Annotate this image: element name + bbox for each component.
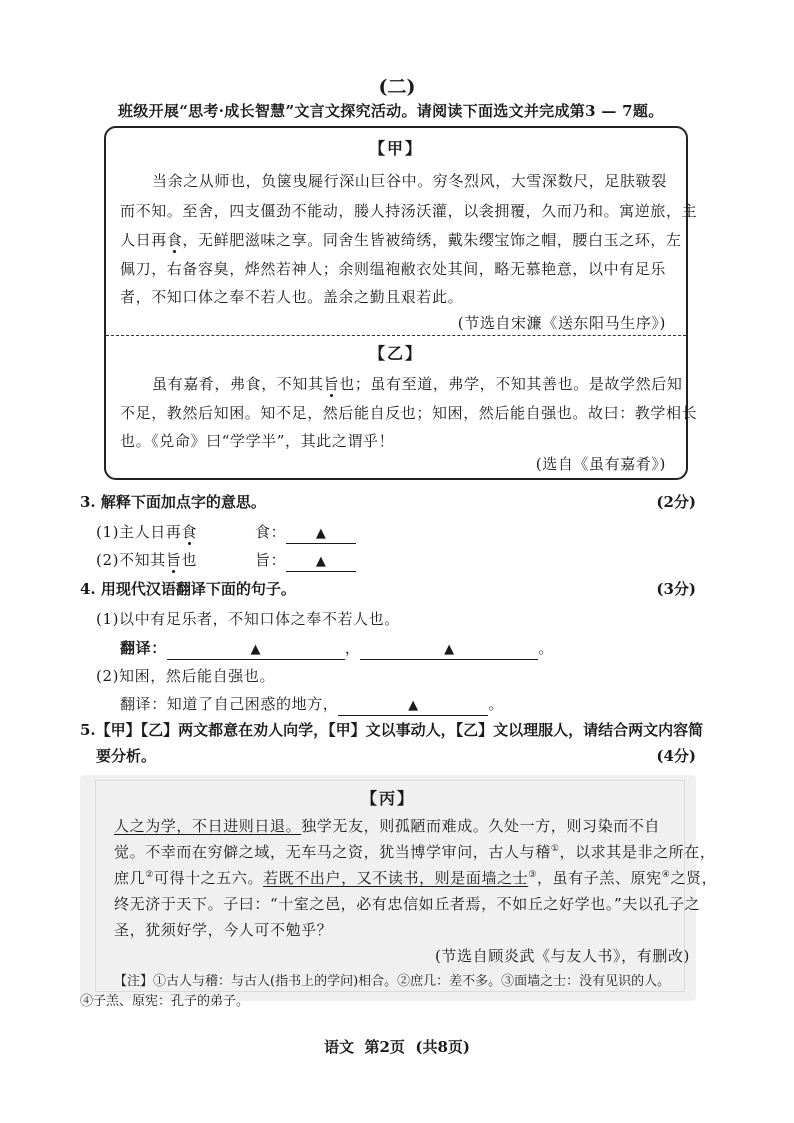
passage-divider bbox=[106, 335, 686, 336]
passage-bing-line-1-underlined: 人之为学，不日进则日退。 bbox=[114, 817, 302, 835]
passage-bing-line-3-underlined: 若既不出户，又不读书，则是面墙之士 bbox=[263, 869, 529, 887]
q4-item-2-period: 。 bbox=[488, 695, 505, 713]
passage-bing-line-3-b: 可得十之五六。 bbox=[153, 869, 264, 887]
passage-bing-line-2-b: ，以求其是非之所在， bbox=[559, 843, 716, 861]
passage-bing-label: 【丙】 bbox=[360, 789, 415, 808]
passage-yi-line-1-b: 也；虽有至道，弗学，不知其善也。是故学然后知 bbox=[339, 375, 683, 393]
passage-yi-line-1-a: 虽有嘉肴，弗食，不知其 bbox=[152, 375, 324, 393]
q3-item-2-blank[interactable]: ▲ bbox=[286, 554, 356, 572]
q4-points: (3分) bbox=[656, 580, 696, 598]
passage-jia-line-4: 佩刀，右备容臭，烨然若神人；余则缊袍敝衣处其间，略无慕艳意，以中有足乐 bbox=[120, 260, 667, 278]
passage-bing-line-2 bbox=[114, 841, 716, 862]
q3-item-2-suffix: 也 bbox=[181, 551, 198, 569]
q4-item-2-blank[interactable]: ▲ bbox=[338, 698, 488, 716]
passage-bing-line-3 bbox=[114, 867, 717, 888]
passage-bing-line-3-d: 之贤， bbox=[670, 869, 718, 887]
q4-item-2-answer-row bbox=[120, 693, 504, 716]
passage-yi-line-2: 不足，教然后知困。知不足，然后能自反也；知困，然后能自强也。故曰：教学相长 bbox=[120, 404, 698, 422]
q3-item-2-answer-row bbox=[255, 549, 356, 572]
q3-item-1-blank[interactable]: ▲ bbox=[286, 526, 356, 544]
passage-bing-line-1 bbox=[114, 815, 660, 836]
q3-item-1-text: (1)主人日再 bbox=[96, 523, 182, 541]
q3-item-2 bbox=[96, 549, 197, 570]
q4-item-1-label: 翻译： bbox=[120, 639, 167, 657]
passage-jia-line-3-b: ，无鲜肥滋味之享。同舍生皆被绮绣，戴朱缨宝饰之帽，腰白玉之环，左 bbox=[182, 231, 682, 249]
passage-bing-line-5: 圣，犹须好学，今人可不勉乎？ bbox=[114, 921, 333, 939]
q4-item-1: (1)以中有足乐者，不知口体之奉不若人也。 bbox=[96, 610, 400, 628]
q3-item-1-dotted: 食 bbox=[181, 523, 198, 541]
q4-item-1-blank-1[interactable]: ▲ bbox=[167, 642, 345, 660]
q4-item-1-answer-row bbox=[120, 637, 554, 660]
page-footer: 语文 第2页 (共8页) bbox=[324, 1038, 470, 1056]
q5-points: (4分) bbox=[656, 747, 696, 765]
passage-yi-line-3: 也。《兑命》曰“学学半”，其此之谓乎！ bbox=[120, 432, 395, 450]
q4-stem: 4. 用现代汉语翻译下面的句子。 bbox=[80, 580, 296, 598]
passage-jia-label: 【甲】 bbox=[368, 139, 423, 158]
q4-item-2: (2)知困，然后能自强也。 bbox=[96, 667, 276, 685]
note-ref-4: ④ bbox=[661, 870, 671, 880]
passage-yi-line-1 bbox=[152, 373, 682, 394]
passage-bing-note-1: 【注】①古人与稽：与古人(指书上的学问)相合。②庶几：差不多。③面墙之士：没有见识的人。 bbox=[114, 974, 671, 989]
q5-line-1: 5.【甲】【乙】两文都意在劝人向学，【甲】文以事动人，【乙】文以理服人，请结合两文内容简 bbox=[80, 721, 704, 739]
q5-line-2: 要分析。 bbox=[96, 747, 157, 765]
passage-jia-line-2: 而不知。至舍，四支僵劲不能动，媵人持汤沃灌，以衾拥覆，久而乃和。寓逆旅，主 bbox=[120, 202, 698, 220]
passage-bing-line-1-rest: 独学无友，则孤陋而难成。久处一方，则习染而不自 bbox=[301, 817, 661, 835]
passage-yi-source: (选自《虽有嘉肴》) bbox=[535, 455, 666, 473]
section-title: (二) bbox=[378, 76, 416, 98]
section-intro: 班级开展“思考·成长智慧”文言文探究活动。请阅读下面选文并完成第3 — 7题。 bbox=[118, 102, 664, 120]
note-ref-3: ③ bbox=[528, 870, 537, 880]
note-ref-1: ① bbox=[550, 844, 560, 854]
q3-points: (2分) bbox=[656, 493, 696, 511]
q3-stem: 3. 解释下面加点字的意思。 bbox=[80, 493, 266, 511]
note-ref-2: ② bbox=[145, 870, 154, 880]
q3-item-2-dotted: 旨 bbox=[165, 551, 182, 569]
q3-item-2-text: (2)不知其 bbox=[96, 551, 166, 569]
passage-yi-label: 【乙】 bbox=[368, 344, 423, 363]
passage-bing-source: (节选自顾炎武《与友人书》，有删改) bbox=[434, 947, 690, 965]
q3-item-1-key: 食： bbox=[255, 523, 287, 541]
q3-item-1 bbox=[96, 521, 197, 542]
q4-item-2-label: 翻译：知道了自己困惑的地方， bbox=[120, 695, 339, 713]
passage-jia-line-3 bbox=[120, 229, 682, 250]
dotted-char-zhi: 旨 bbox=[323, 375, 340, 393]
passage-bing-note-2: ④子羔、原宪：孔子的弟子。 bbox=[80, 994, 250, 1009]
q4-item-1-comma: ， bbox=[344, 639, 361, 657]
q4-item-1-period: 。 bbox=[538, 639, 555, 657]
dotted-char-shi: 食 bbox=[166, 231, 183, 249]
q4-item-1-blank-2[interactable]: ▲ bbox=[360, 642, 538, 660]
q3-item-2-key: 旨： bbox=[255, 551, 287, 569]
passage-bing-line-3-a: 庶几 bbox=[114, 869, 146, 887]
q3-item-1-answer-row bbox=[255, 521, 356, 544]
passage-bing-line-3-c: ，虽有子羔、原宪 bbox=[536, 869, 662, 887]
passage-jia-line-1: 当余之从师也，负箧曳屣行深山巨谷中。穷冬烈风，大雪深数尺，足肤皲裂 bbox=[152, 172, 667, 190]
passage-jia-source: (节选自宋濂《送东阳马生序》) bbox=[457, 314, 666, 332]
passage-jia-line-3-a: 人日再 bbox=[120, 231, 167, 249]
passage-jia-line-5: 者，不知口体之奉不若人也。盖余之勤且艰若此。 bbox=[120, 288, 464, 306]
passage-bing-line-2-a: 觉。不幸而在穷僻之域，无车马之资，犹当博学审问，古人与稽 bbox=[114, 843, 551, 861]
passage-bing-line-4: 终无济于天下。子曰：“十室之邑，必有忠信如丘者焉，不如丘之好学也。”夫以孔子之 bbox=[114, 895, 701, 913]
